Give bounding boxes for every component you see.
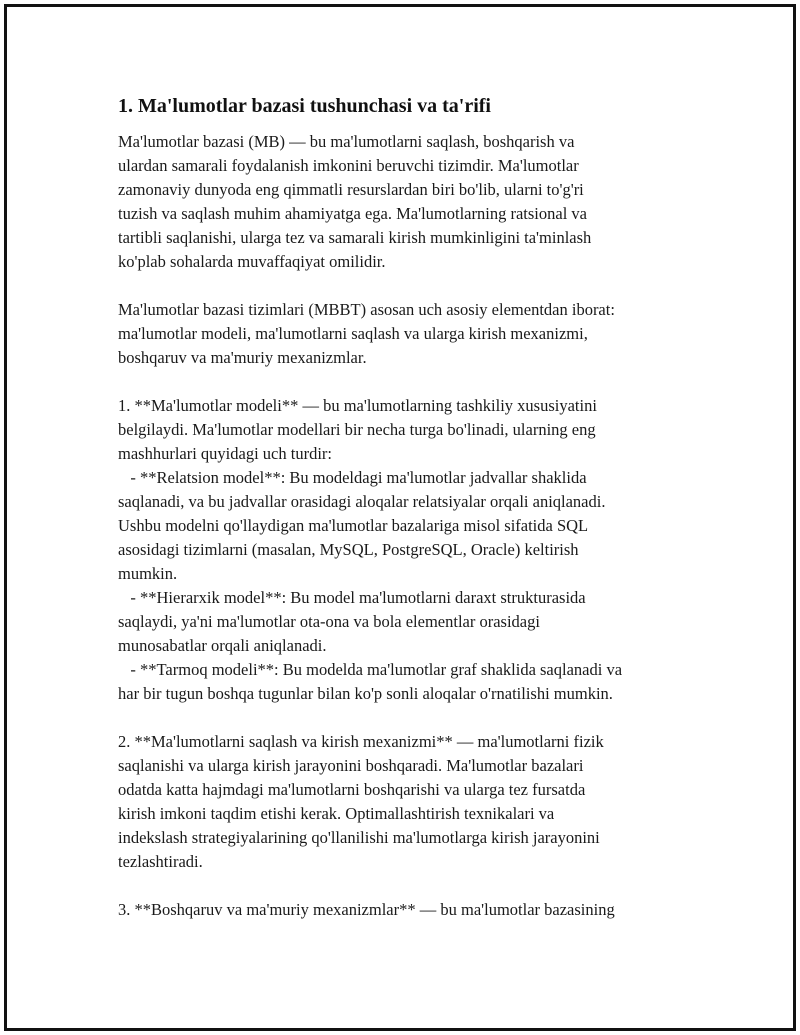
text-line: ulardan samarali foydalanish imkonini beruvchi tizimdir. Ma'lumotlar <box>118 156 579 175</box>
text-line: munosabatlar orqali aniqlanadi. <box>118 636 327 655</box>
document-body <box>118 94 698 922</box>
text-line: - **Relatsion model**: Bu modeldagi ma'lumotlar jadvallar shaklida <box>118 468 587 487</box>
paragraph-gap <box>118 274 698 298</box>
text-line: mashhurlari quyidagi uch turdir: <box>118 444 332 463</box>
text-line: saqlanishi va ularga kirish jarayonini boshqaradi. Ma'lumotlar bazalari <box>118 756 584 775</box>
text-line: mumkin. <box>118 564 178 583</box>
text-line: - **Hierarxik model**: Bu model ma'lumotlarni daraxt strukturasida <box>118 588 586 607</box>
text-line: kirish imkoni taqdim etishi kerak. Optimallashtirish texnikalari va <box>118 804 555 823</box>
paragraph <box>118 730 698 874</box>
text-line: Ma'lumotlar bazasi tizimlari (MBBT) asosan uch asosiy elementdan iborat: <box>118 300 615 319</box>
paragraph-gap <box>118 706 698 730</box>
text-line: boshqaruv va ma'muriy mexanizmlar. <box>118 348 367 367</box>
paragraph <box>118 130 698 274</box>
text-line: tuzish va saqlash muhim ahamiyatga ega. Ma'lumotlarning ratsional va <box>118 204 587 223</box>
paragraph-gap <box>118 874 698 898</box>
text-line: tezlashtiradi. <box>118 852 203 871</box>
paragraph-gap <box>118 370 698 394</box>
text-line: zamonaviy dunyoda eng qimmatli resurslardan biri bo'lib, ularni to'g'ri <box>118 180 584 199</box>
paragraph-container <box>118 130 698 922</box>
text-line: Ma'lumotlar bazasi (MB) — bu ma'lumotlarni saqlash, boshqarish va <box>118 132 575 151</box>
text-line: 3. **Boshqaruv va ma'muriy mexanizmlar** — bu ma'lumotlar bazasining <box>118 900 615 919</box>
text-line: saqlanadi, va bu jadvallar orasidagi aloqalar relatsiyalar orqali aniqlanadi. <box>118 492 606 511</box>
text-line: har bir tugun boshqa tugunlar bilan ko'p sonli aloqalar o'rnatilishi mumkin. <box>118 684 613 703</box>
paragraph <box>118 394 698 706</box>
document-title: 1. Ma'lumotlar bazasi tushunchasi va ta'rifi <box>118 95 491 117</box>
text-line: ko'plab sohalarda muvaffaqiyat omilidir. <box>118 252 386 271</box>
text-line: saqlaydi, ya'ni ma'lumotlar ota-ona va bola elementlar orasidagi <box>118 612 540 631</box>
text-line: indekslash strategiyalarining qo'llanilishi ma'lumotlarga kirish jarayonini <box>118 828 600 847</box>
paragraph <box>118 298 698 370</box>
text-line: ma'lumotlar modeli, ma'lumotlarni saqlash va ularga kirish mexanizmi, <box>118 324 588 343</box>
text-line: - **Tarmoq modeli**: Bu modelda ma'lumotlar graf shaklida saqlanadi va <box>118 660 623 679</box>
text-line: 1. **Ma'lumotlar modeli** — bu ma'lumotlarning tashkiliy xususiyatini <box>118 396 597 415</box>
text-line: tartibli saqlanishi, ularga tez va samarali kirish mumkinligini ta'minlash <box>118 228 592 247</box>
paragraph <box>118 898 698 922</box>
text-line: 2. **Ma'lumotlarni saqlash va kirish mexanizmi** — ma'lumotlarni fizik <box>118 732 604 751</box>
text-line: odatda katta hajmdagi ma'lumotlarni boshqarishi va ularga tez fursatda <box>118 780 586 799</box>
text-line: Ushbu modelni qo'llaydigan ma'lumotlar bazalariga misol sifatida SQL <box>118 516 589 535</box>
text-line: belgilaydi. Ma'lumotlar modellari bir necha turga bo'linadi, ularning eng <box>118 420 596 439</box>
text-line: asosidagi tizimlarni (masalan, MySQL, PostgreSQL, Oracle) keltirish <box>118 540 579 559</box>
